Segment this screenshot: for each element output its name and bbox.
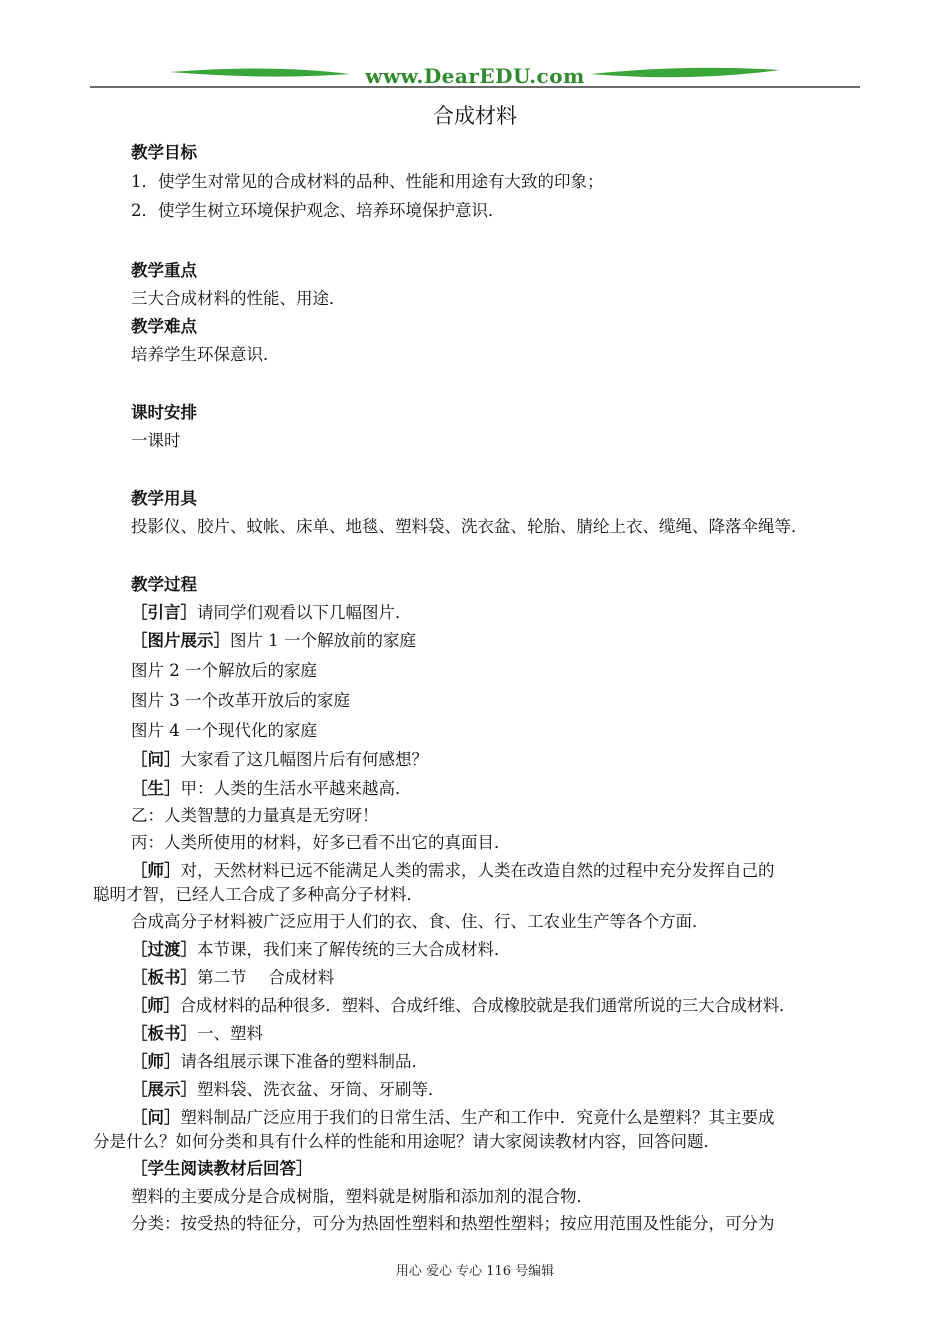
line-tag: ［师］ [131, 861, 181, 880]
process-line: ［学生阅读教材后回答］ [131, 1159, 313, 1178]
process-line [131, 1080, 445, 1100]
tools-heading: 教学用具 [131, 489, 197, 508]
process-line: 图片 2 一个解放后的家庭 [131, 661, 317, 680]
line-text: 对，天然材料已远不能满足人类的需求，人类在改造自然的过程中充分发挥自己的 [180, 861, 775, 880]
difficulty-text: 培养学生环保意识． [131, 345, 280, 364]
line-tag: ［师］ [131, 1052, 181, 1071]
line-tag: ［生］ [131, 779, 181, 798]
line-tag: ［展示］ [131, 1080, 197, 1099]
process-line: 丙：人类所使用的材料，好多已看不出它的真面目． [131, 833, 511, 852]
process-line: 塑料的主要成分是合成树脂，塑料就是树脂和添加剂的混合物． [131, 1187, 593, 1206]
line-tag: ［引言］ [131, 603, 197, 622]
process-line: 图片 4 一个现代化的家庭 [131, 721, 317, 740]
line-text: 合成材料的品种很多．塑料、合成纤维、合成橡胶就是我们通常所说的三大合成材料． [179, 996, 796, 1015]
process-line [131, 861, 775, 881]
process-line: 分是什么？如何分类和具有什么样的性能和用途呢？请大家阅读教材内容，回答问题． [93, 1132, 720, 1151]
page-footer: 用心 爱心 专心 116 号编辑 [395, 1264, 555, 1279]
line-tag: ［板书］ [131, 968, 197, 987]
page-title: 合成材料 [433, 104, 517, 128]
process-line [131, 996, 795, 1016]
line-text: 甲：人类的生活水平越来越高． [180, 779, 412, 798]
difficulty-heading: 教学难点 [131, 317, 197, 336]
line-tag: ［师］ [131, 996, 180, 1015]
process-line [131, 631, 416, 651]
line-text: 塑料制品广泛应用于我们的日常生活、生产和工作中．究竟什么是塑料？其主要成 [180, 1108, 775, 1127]
process-line: 聪明才智，已经人工合成了多种高分子材料． [93, 885, 423, 904]
goal-item: 1．使学生对常见的合成材料的品种、性能和用途有大致的印象； [131, 172, 604, 191]
process-line [131, 1024, 263, 1044]
line-text: 塑料袋、洗衣盆、牙筒、牙刷等． [197, 1080, 445, 1099]
tools-text: 投影仪、胶片、蚊帐、床单、地毯、塑料袋、洗衣盆、轮胎、腈纶上衣、缆绳、降落伞绳等． [131, 517, 808, 536]
site-logo-text[interactable]: www.DearEDU.com [365, 64, 585, 88]
process-line [131, 1052, 428, 1072]
goal-item: 2．使学生树立环境保护观念、培养环境保护意识． [131, 201, 505, 220]
process-line [131, 1108, 775, 1128]
focus-heading: 教学重点 [131, 261, 197, 280]
line-tag: ［板书］ [131, 1024, 197, 1043]
line-text: 大家看了这几幅图片后有何感想？ [180, 750, 428, 769]
process-line: 合成高分子材料被广泛应用于人们的衣、食、住、行、工农业生产等各个方面． [131, 912, 709, 931]
line-tag: ［图片展示］ [131, 631, 230, 650]
schedule-heading: 课时安排 [131, 403, 197, 422]
process-line [131, 940, 511, 960]
line-text: 请各组展示课下准备的塑料制品． [180, 1052, 428, 1071]
line-text: 请同学们观看以下几幅图片． [197, 603, 412, 622]
process-line [131, 750, 428, 770]
line-tag: ［问］ [131, 1108, 181, 1127]
line-text: 本节课，我们来了解传统的三大合成材料． [197, 940, 511, 959]
line-text: 第二节 合成材料 [197, 968, 335, 987]
process-line: 分类：按受热的特征分，可分为热固性塑料和热塑性塑料；按应用范围及性能分，可分为 [131, 1214, 775, 1233]
line-tag: ［过渡］ [131, 940, 197, 959]
line-text: 图片 1 一个解放前的家庭 [230, 631, 416, 650]
process-line [131, 603, 412, 623]
process-line [131, 779, 412, 799]
site-header [90, 60, 860, 92]
process-line [131, 968, 334, 988]
focus-text: 三大合成材料的性能、用途． [131, 289, 346, 308]
process-line: 图片 3 一个改革开放后的家庭 [131, 691, 350, 710]
process-heading: 教学过程 [131, 575, 197, 594]
goals-heading: 教学目标 [131, 143, 197, 162]
line-text: 一、塑料 [197, 1024, 263, 1043]
line-tag: ［问］ [131, 750, 181, 769]
schedule-text: 一课时 [131, 431, 181, 450]
process-line: 乙：人类智慧的力量真是无穷呀！ [131, 806, 379, 825]
